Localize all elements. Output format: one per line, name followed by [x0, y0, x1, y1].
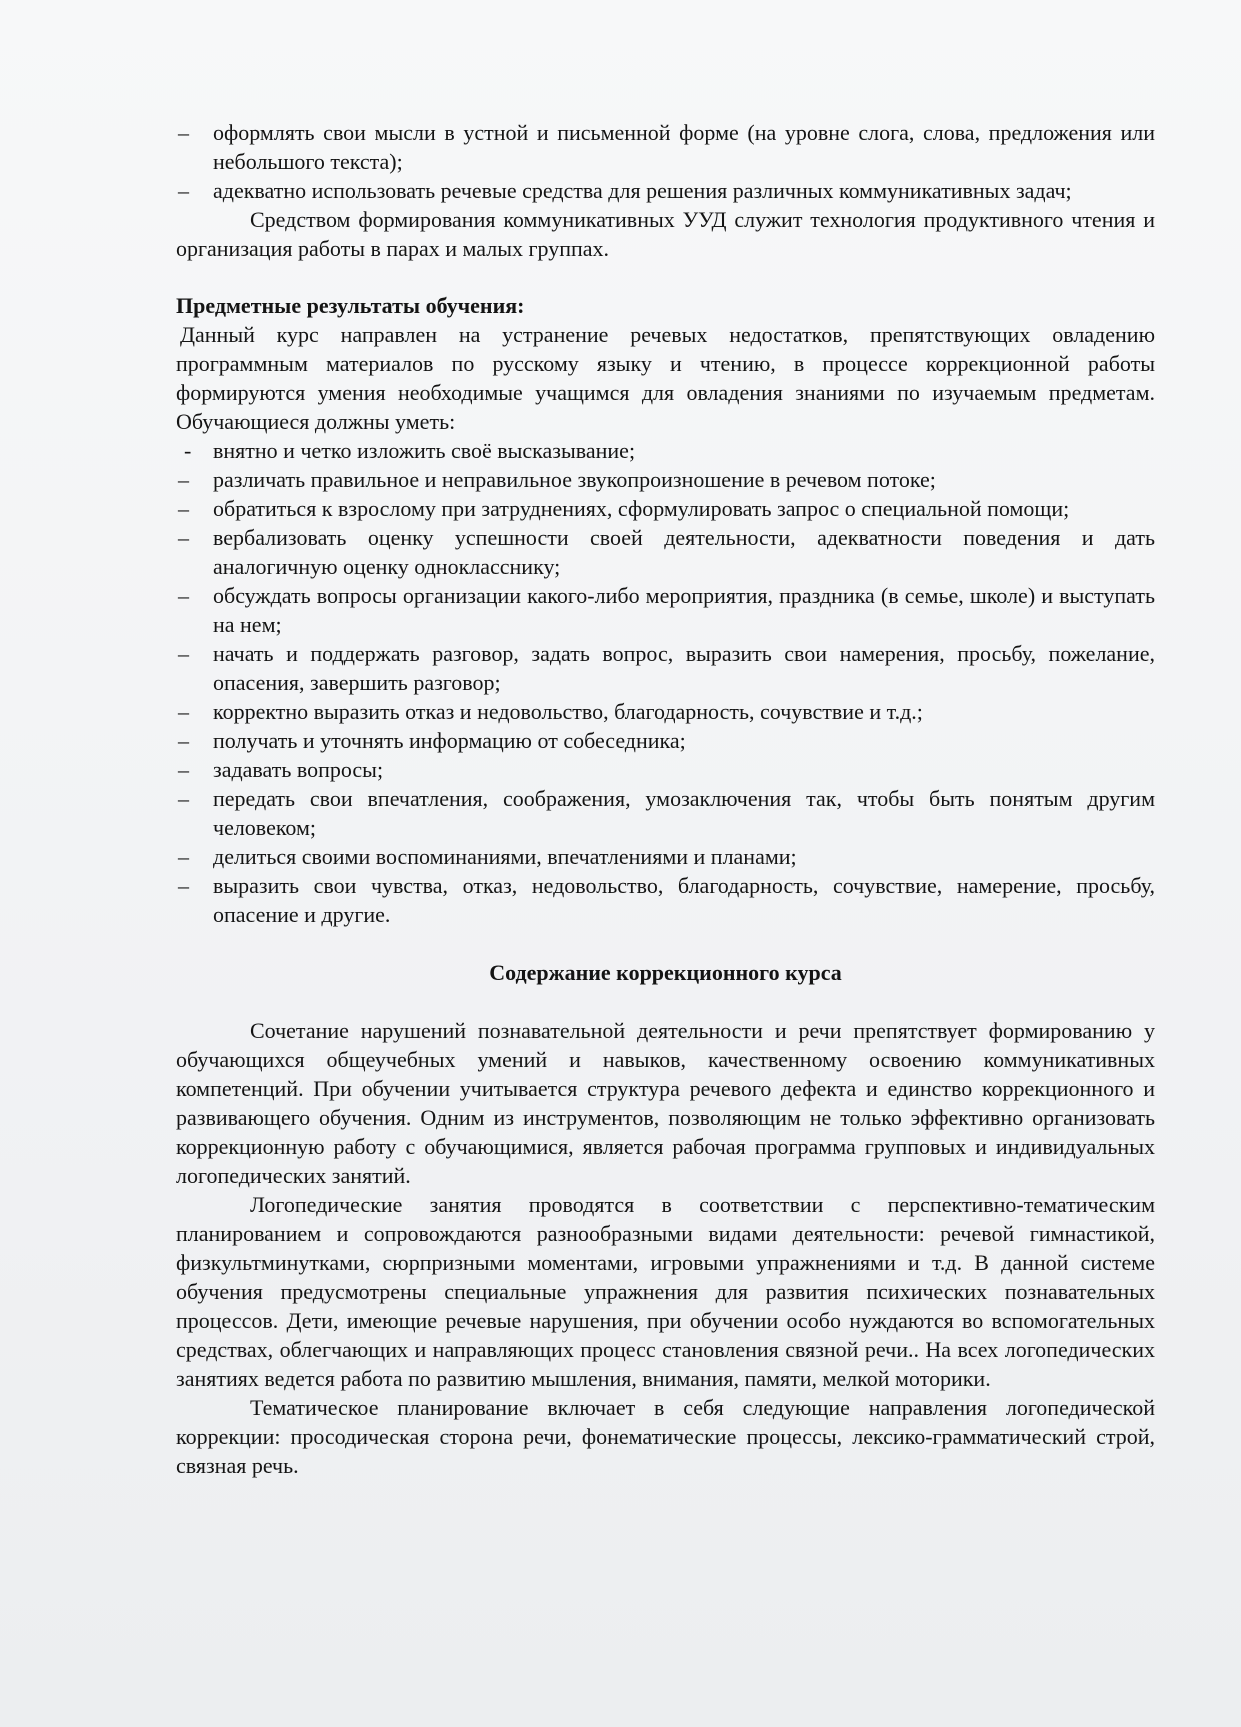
communication-skills-list: [176, 118, 1155, 205]
course-content-paragraph: Логопедические занятия проводятся в соответствии с перспективно-тематическим планированием и сопровождаются разнообразными видами деятельности: речевой гимнастикой, физкультминутками, сюрпризными моментами, игровыми упражнениями и т.д. В данной системе обучения предусмотрены специальные упражнения для развития психических познавательных процессов. Дети, имеющие речевые нарушения, при обучении особо нуждаются во вспомогательных средствах, облегчающих и направляющих процесс становления связной речи.. На всех логопедических занятиях ведется работа по развитию мышления, внимания, памяти, мелкой моторики.: [176, 1192, 1155, 1391]
course-content-heading: Содержание коррекционного курса: [489, 960, 842, 985]
list-item: – делиться своими воспоминаниями, впечатлениями и планами;: [176, 842, 1155, 871]
list-item: – обратиться к взрослому при затруднениях, сформулировать запрос о специальной помощи;: [176, 494, 1155, 523]
spacer: [176, 263, 1155, 291]
subject-results-heading: Предметные результаты обучения:: [176, 293, 525, 318]
list-item: – вербализовать оценку успешности своей деятельности, адекватности поведения и дать аналогичную оценку однокласснику;: [176, 523, 1155, 581]
list-item: – различать правильное и неправильное звукопроизношение в речевом потоке;: [176, 465, 1155, 494]
list-item: – получать и уточнять информацию от собеседника;: [176, 726, 1155, 755]
list-item: – задавать вопросы;: [176, 755, 1155, 784]
uud-paragraph: Средством формирования коммуникативных УУД служит технология продуктивного чтения и организация работы в парах и малых группах.: [176, 207, 1155, 261]
subject-results-list: [176, 436, 1155, 929]
list-item: – обсуждать вопросы организации какого-либо мероприятия, праздника (в семье, школе) и выступать на нем;: [176, 581, 1155, 639]
subject-results-intro: Данный курс направлен на устранение речевых недостатков, препятствующих овладению программным материалов по русскому языку и чтению, в процессе коррекционной работы формируются умения необходимые учащимся для овладения знаниями по изучаемым предметам. Обучающиеся должны уметь:: [176, 322, 1155, 434]
list-item: – адекватно использовать речевые средства для решения различных коммуникативных задач;: [176, 176, 1155, 205]
list-item: – корректно выразить отказ и недовольство, благодарность, сочувствие и т.д.;: [176, 697, 1155, 726]
list-item: – выразить свои чувства, отказ, недовольство, благодарность, сочувствие, намерение, просьбу, опасение и другие.: [176, 871, 1155, 929]
spacer: [176, 929, 1155, 958]
list-item: – оформлять свои мысли в устной и письменной форме (на уровне слога, слова, предложения или небольшого текста);: [176, 118, 1155, 176]
spacer: [176, 987, 1155, 1016]
course-content-paragraph: Тематическое планирование включает в себя следующие направления логопедической коррекции: просодическая сторона речи, фонематические процессы, лексико-грамматический строй, связная речь.: [176, 1395, 1155, 1478]
document-body: [176, 118, 1155, 1480]
list-item: – начать и поддержать разговор, задать вопрос, выразить свои намерения, просьбу, пожелание, опасения, завершить разговор;: [176, 639, 1155, 697]
list-item: – передать свои впечатления, соображения, умозаключения так, чтобы быть понятым другим человеком;: [176, 784, 1155, 842]
course-content-paragraph: Сочетание нарушений познавательной деятельности и речи препятствует формированию у обучающихся общеучебных умений и навыков, качественному освоению коммуникативных компетенций. При обучении учитывается структура речевого дефекта и единство коррекционного и развивающего обучения. Одним из инструментов, позволяющим не только эффективно организовать коррекционную работу с обучающимися, является рабочая программа групповых и индивидуальных логопедических занятий.: [176, 1018, 1155, 1188]
list-item: - внятно и четко изложить своё высказывание;: [176, 436, 1155, 465]
